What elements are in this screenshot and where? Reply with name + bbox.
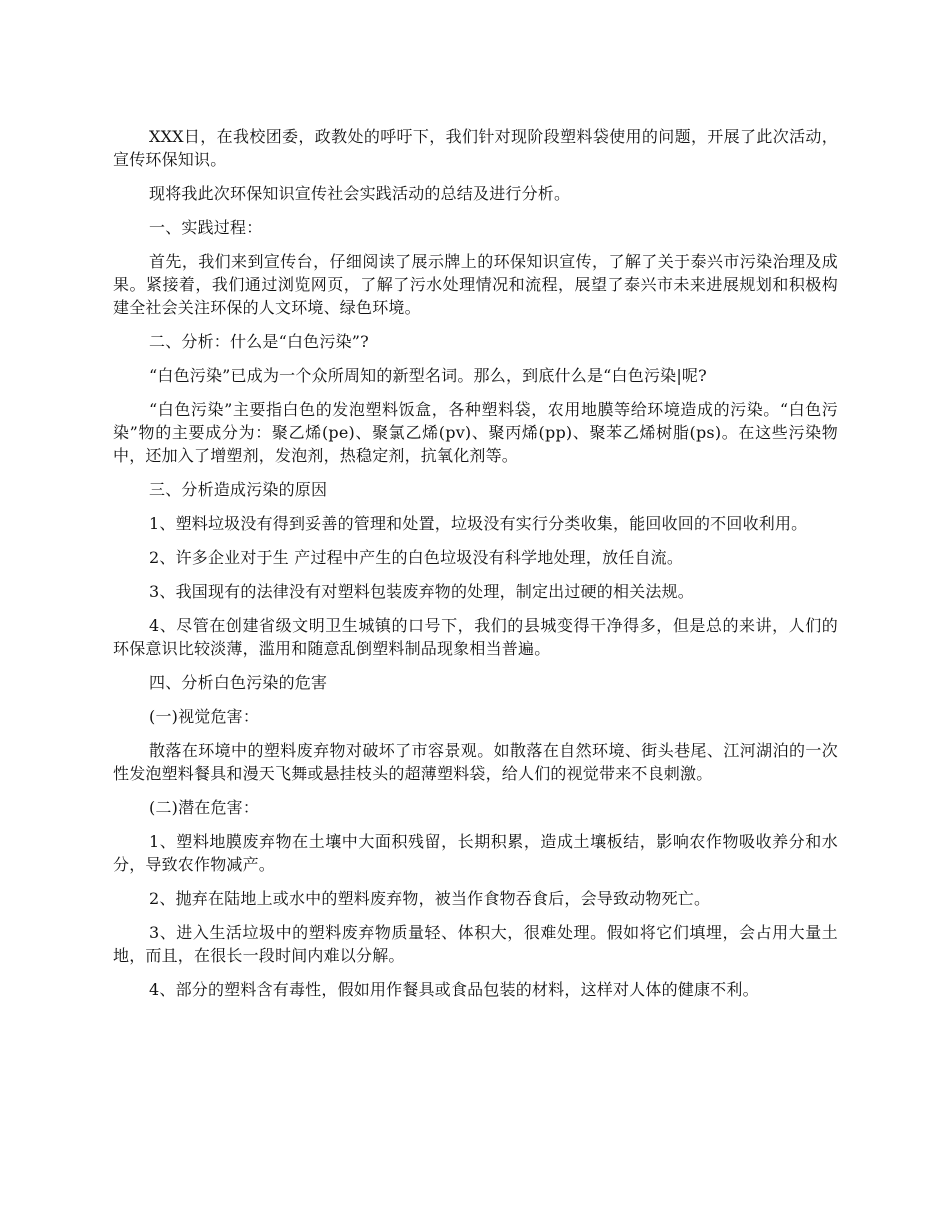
cause-item: 4、尽管在创建省级文明卫生城镇的口号下，我们的县城变得干净得多，但是总的来讲，人们的环保意识比较淡薄，滥用和随意乱倒塑料制品现象相当普遍。 xyxy=(113,616,838,658)
section-heading-analysis: 二、分析：什么是“白色污染”? xyxy=(149,332,369,351)
practice-paragraph: 首先，我们来到宣传台，仔细阅读了展示牌上的环保知识宣传，了解了关于泰兴市污染治理及成果。紧接着，我们通过浏览网页，了解了污水处理情况和流程，展望了泰兴市未来进展规划和积极构建全社会关注环保的人文环境、绿色环境。 xyxy=(113,252,838,317)
cause-item: 2、许多企业对于生 产过程中产生的白色垃圾没有科学地处理，放任自流。 xyxy=(149,548,684,567)
intro-paragraph: XXX日，在我校团委，政教处的呼吁下，我们针对现阶段塑料袋使用的问题，开展了此次活动，宣传环保知识。 xyxy=(113,127,838,169)
subheading-visual-harm: (一)视觉危害： xyxy=(149,707,260,726)
document-body xyxy=(113,125,838,1012)
harm-item: 4、部分的塑料含有毒性，假如用作餐具或食品包装的材料，这样对人体的健康不利。 xyxy=(149,980,759,999)
cause-item: 1、塑料垃圾没有得到妥善的管理和处置，垃圾没有实行分类收集，能回收回的不回收利用。 xyxy=(149,514,808,533)
summary-paragraph: 现将我此次环保知识宣传社会实践活动的总结及进行分析。 xyxy=(149,184,571,203)
section-heading-causes: 三、分析造成污染的原因 xyxy=(149,480,328,499)
section-heading-practice: 一、实践过程： xyxy=(149,218,263,237)
harm-item: 3、进入生活垃圾中的塑料废弃物质量轻、体积大，很难处理。假如将它们填埋，会占用大量土地，而且，在很长一段时间内难以分解。 xyxy=(113,923,838,965)
harm-item: 2、抛弃在陆地上或水中的塑料废弃物，被当作食物吞食后，会导致动物死亡。 xyxy=(149,889,711,908)
harm-item: 1、塑料地膜废弃物在土壤中大面积残留，长期积累，造成土壤板结，影响农作物吸收养分和水分，导致农作物减产。 xyxy=(113,832,838,874)
visual-harm-paragraph: 散落在环境中的塑料废弃物对破坏了市容景观。如散落在自然环境、街头巷尾、江河湖泊的一次性发泡塑料餐具和漫天飞舞或悬挂枝头的超薄塑料袋，给人们的视觉带来不良刺激。 xyxy=(113,741,838,783)
analysis-paragraph: “白色污染”已成为一个众所周知的新型名词。那么，到底什么是“白色污染|呢? xyxy=(149,366,707,385)
cause-item: 3、我国现有的法律没有对塑料包装废弃物的处理，制定出过硬的相关法规。 xyxy=(149,582,694,601)
subheading-potential-harm: (二)潜在危害： xyxy=(149,798,260,817)
definition-paragraph: “白色污染”主要指白色的发泡塑料饭盒，各种塑料袋，农用地膜等给环境造成的污染。“白色污染”物的主要成分为：聚乙烯(pe)、聚氯乙烯(pv)、聚丙烯(pp)、聚苯乙烯树脂(ps)。在这些污染物中，还加入了增塑剂，发泡剂，热稳定剂，抗氧化剂等。 xyxy=(113,400,838,465)
section-heading-harms: 四、分析白色污染的危害 xyxy=(149,673,328,692)
